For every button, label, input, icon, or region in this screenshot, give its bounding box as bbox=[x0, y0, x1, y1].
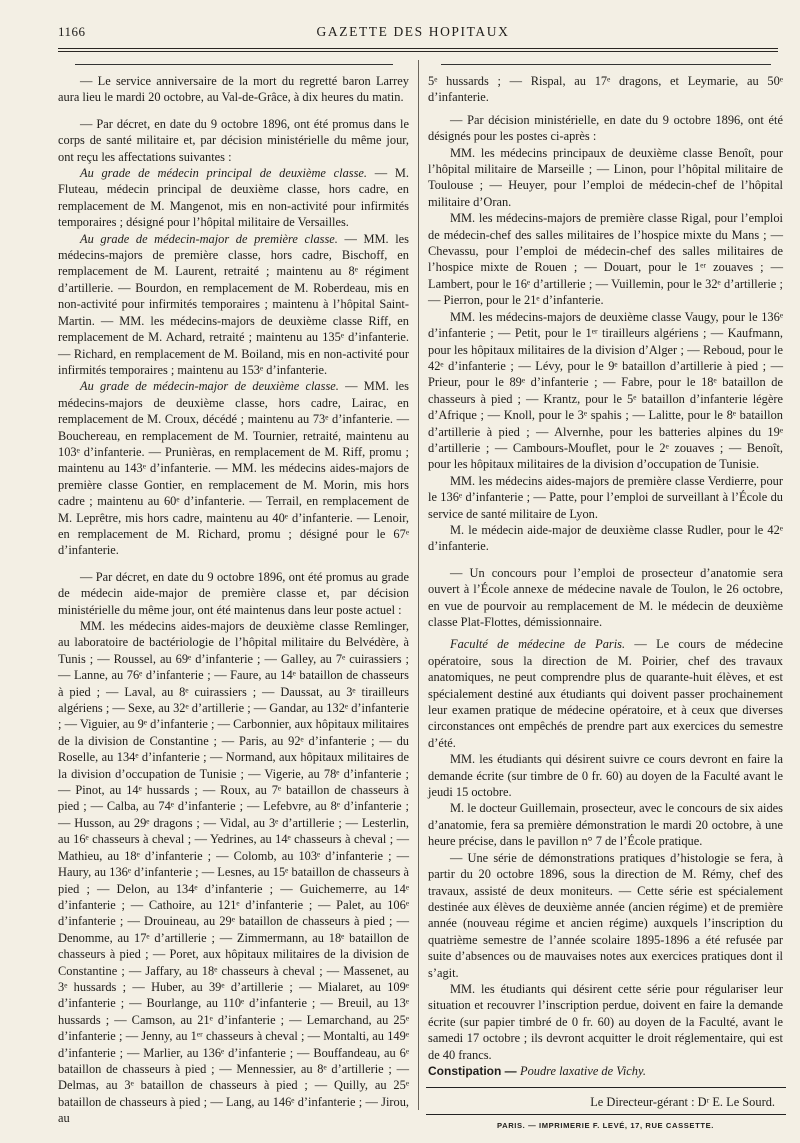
guillemain-demonstration: M. le docteur Guillemain, prosecteur, avec le concours de six aides d’anatomie, fera sa première démonstration le mardi 20 octobre, à une heure précise, dans le pavillon n° 7 de l’École pratique. bbox=[428, 801, 783, 849]
major-second-designations: MM. les médecins-majors de deuxième classe Vaugy, pour le 136ᵉ d’infanterie ; — Petit, pour le 1ᵉʳ tirailleurs algériens ; — Kaufmann, pour les hôpitaux militaires de la division d’Alger ; — Reboud, pour le 42ᵉ d’infanterie ; — Lévy, pour le 9ᵉ bataillon d’artillerie à pied ; — Prieur, pour le 89ᵉ d’infanterie ; — Fabre, pour le 18ᵉ bataillon de chasseurs à pied ; — Krantz, pour le 5ᵉ bataillon d’infanterie légère d’Afrique ; — Knoll, pour le 3ᵉ spahis ; — Lalitte, pour le 8ᵉ bataillon d’artillerie à pied ; — Alvernhe, pour les batteries alpines du 19ᵉ d’artillerie ; — Cambours-Mouflet, pour le 2ᵉ zouaves ; — Benoît, pour les hôpitaux militaires de la division d’occupation de Tunisie. bbox=[428, 309, 783, 472]
section-heading: Au grade de médecin-major de deuxième classe. bbox=[80, 379, 339, 394]
major-first-designations: MM. les médecins-majors de première classe Rigal, pour l’emploi de médecin-chef des salles militaires de l’hospice mixte du Mans ; — Chevassu, pour l’emploi de médecin-chef des salles militaires de l’hospice mixte de Rouen ; — Douart, pour le 1ᵉʳ zouaves ; — Lambert, pour le 16ᵉ d’artillerie ; — Vuillemin, pour le 32ᵉ d’artillerie ; — Pierron, pour le 21ᵉ d’infanterie. bbox=[428, 211, 783, 308]
continued-list: 5ᵉ hussards ; — Rispal, au 17ᵉ dragons, et Leymarie, au 50ᵉ d’infanterie. bbox=[428, 74, 783, 105]
major-second-class: Au grade de médecin-major de deuxième classe. — MM. les médecins-majors de deuxième classe, hors cadre, Lairac, en remplacement de M. Croux, décédé ; maintenu au 73ᵉ d’infanterie. — Bouchereau, en remplacement de M. Tournier, retraité, maintenu au 103ᵉ d’infanterie. — Prunièras, en remplacement de M. Riff, promu ; maintenu au 143ᵉ d’infanterie. — MM. les médecins aides-majors de première classe Gontier, en remplacement de M. Morin, mis hors cadre ; maintenu au 60ᵉ d’infanterie. — Terrail, en remplacement de M. Leprêtre, mis hors cadre, maintenu au 40ᵉ d’infanterie. — Lenoir, en remplacement de M. Richard, promu ; désigné pour le 67ᵉ d’infanterie. bbox=[58, 379, 409, 558]
faculty-registration: MM. les étudiants qui désirent suivre ce cours devront en faire la demande écrite (sur timbre de 0 fr. 60) au doyen de la Faculté avant le jeudi 15 octobre. bbox=[428, 752, 783, 800]
toulon-concours: — Un concours pour l’emploi de prosecteur d’anatomie sera ouvert à l’École annexe de médecine navale de Toulon, le 26 octobre, en vue de pourvoir au remplacement de M. le médecin de deuxième classe Plat-Flottes, démissionnaire. bbox=[428, 565, 783, 629]
column-top-rule bbox=[75, 64, 393, 65]
larrey-notice: — Le service anniversaire de la mort du regretté baron Larrey aura lieu le mardi 20 octobre, au Val-de-Grâce, à dix heures du matin. bbox=[58, 74, 409, 105]
page-number: 1166 bbox=[58, 24, 86, 39]
advert-constipation: Constipation — Poudre laxative de Vichy. bbox=[428, 1063, 646, 1078]
section-heading: Au grade de médecin principal de deuxième classe. bbox=[80, 166, 368, 181]
principal-designations: MM. les médecins principaux de deuxième classe Benoît, pour l’hôpital militaire de Marseille ; — Linon, pour l’hôpital militaire de Toulouse ; — Heuyer, pour l’emploi de médecin-chef de l’hôpital militaire d’Oran. bbox=[428, 145, 783, 209]
principal-second-class: Au grade de médecin principal de deuxième classe. — M. Fluteau, médecin principal de deuxième classe, hors cadre, en remplacement de M. Mangenot, mis en non-activité pour infirmités temporaires ; désigné pour l’hôpital militaire de Versailles. bbox=[58, 166, 409, 230]
right-column bbox=[428, 60, 783, 1134]
histology-series: — Une série de démonstrations pratiques d’histologie se fera, à partir du 20 octobre 1896, sous la direction de M. Rémy, chef des travaux, assisté de deux moniteurs. — Cette série est spécialement destinée aux élèves de deuxième année (ancien régime) et de première année (nouveau régime et ancien régime) auxquels l’inscription du quatrième semestre de l’année scolaire 1895-1896 a été refusée par suite d’absences ou de mauvaises notes aux exercices pratiques dont il s’agit. bbox=[428, 850, 783, 980]
aide-major-list: MM. les médecins aides-majors de deuxième classe Remlinger, au laboratoire de bactériologie de l’hôpital militaire du Belvédère, à Tunis ; — Roussel, au 69ᵉ d’infanterie ; — Galley, au 7ᵉ cuirassiers ; — Lanne, au 76ᵉ d’infanterie ; — Faure, au 14ᵉ bataillon de chasseurs à pied ; — Laval, au 8ᵉ cuirassiers ; — Daussat, au 3ᵉ tirailleurs algériens ; — Sexe, au 32ᵉ d’artillerie ; — Gandar, au 132ᵉ d’infanterie ; — Viguier, au 9ᵉ d’infanterie ; — Carbonnier, aux hôpitaux militaires de la division de Constantine ; — Paris, au 92ᵉ d’infanterie ; — du Roselle, au 134ᵉ d’infanterie ; — Normand, aux hôpitaux militaires de la division d’occupation de Tunisie ; — Vigerie, au 78ᵉ d’infanterie ; — Pinot, au 14ᵉ hussards ; — Roux, au 7ᵉ bataillon de chasseurs à pied ; — Calba, au 74ᵉ d’infanterie ; — Lefebvre, au 8ᵉ d’infanterie ; — Husson, au 29ᵉ dragons ; — Vidal, au 3ᵉ d’artillerie ; — Lesterlin, au 16ᵉ chasseurs à cheval ; — Yedrines, au 14ᵉ chasseurs à cheval ; — Mathieu, au 18ᵉ d’infanterie ; — Colomb, au 103ᵉ d’infanterie ; — Haury, au 136ᵉ d’infanterie ; — Lesnes, au 15ᵉ bataillon de chasseurs à pied ; — Delon, au 134ᵉ d’infanterie ; — Guichemerre, au 14ᵉ d’infanterie ; — Cathoire, au 121ᵉ d’infanterie ; — Palet, au 106ᵉ d’infanterie ; — Drouineau, au 29ᵉ bataillon de chasseurs à pied ; — Denomme, au 17ᵉ d’artillerie ; — Zimmermann, au 18ᵉ bataillon de chasseurs à pied ; — Poret, aux hôpitaux militaires de la division de Constantine ; — Jaffary, au 18ᵉ chasseurs à cheval ; — Massenet, au 3ᵉ hussards ; — Huber, au 39ᵉ d’artillerie ; — Mialaret, au 109ᵉ d’infanterie ; — Bourlange, au 110ᵉ d’infanterie ; — Breuil, au 13ᵉ hussards ; — Camson, au 21ᵉ d’infanterie ; — Lemarchand, au 25ᵉ d’infanterie ; — Jenny, au 1ᵉʳ chasseurs à cheval ; — Montalti, au 149ᵉ d’infanterie ; — Marlier, au 136ᵉ d’infanterie ; — Bouffandeau, au 6ᵉ bataillon de chasseurs à pied ; — Mennessier, au 8ᵉ d’artillerie ; — Delmas, au 3ᵉ bataillon de chasseurs à pied ; — Quilly, au 25ᵉ bataillon de chasseurs à pied ; — Lang, au 146ᵉ d’infanterie ; — Jirou, au bbox=[58, 619, 409, 1126]
aide-major-second-designation: M. le médecin aide-major de deuxième classe Rudler, pour le 42ᵉ d’infanterie. bbox=[428, 522, 783, 554]
histology-registration: MM. les étudiants qui désirent cette série pour régulariser leur situation et recouvrer l’inscription perdue, doivent en faire la demande écrite (sur papier timbré de 0 fr. 60) au doyen de la Faculté, avant le samedi 17 octobre ; ils devront acquitter le droit réglementaire, qui est de 40 francs. bbox=[428, 981, 783, 1062]
left-column bbox=[58, 60, 409, 1127]
signature-rule bbox=[426, 1087, 786, 1088]
journal-title: GAZETTE DES HOPITAUX bbox=[316, 24, 510, 39]
director-signature: Le Directeur-gérant : Dʳ E. Le Sourd. bbox=[590, 1095, 775, 1110]
printer-imprint: PARIS. — IMPRIMERIE F. LEVÉ, 17, RUE CASSETTE. bbox=[497, 1120, 714, 1130]
decree-promotions-intro: — Par décret, en date du 9 octobre 1896, ont été promus dans le corps de santé militaire et, par décision ministérielle du même jour, ont reçu les affectations suivantes : bbox=[58, 116, 409, 164]
column-top-rule bbox=[441, 64, 771, 65]
section-heading: Au grade de médecin-major de première classe. bbox=[80, 231, 338, 246]
aide-major-decree: — Par décret, en date du 9 octobre 1896, ont été promus au grade de médecin aide-major de première classe et, par décision ministérielle du même jour, ont été maintenus dans leur poste actuel : bbox=[58, 569, 409, 617]
signature-rule-bottom bbox=[426, 1114, 786, 1115]
header-rule bbox=[58, 48, 778, 52]
designation-intro: — Par décision ministérielle, en date du 9 octobre 1896, ont été désignés pour les postes ci-après : bbox=[428, 112, 783, 144]
faculty-course: Faculté de médecine de Paris. — Le cours de médecine opératoire, sous la direction de M. Poirier, chef des travaux anatomiques, ne peut comprendre plus de quarante-huit élèves, et est spécialement destiné aux étudiants qui doivent passer prochainement leur examen pratique de médecine opératoire, et à ceux que diverses circonstances ont empêchés de prendre part aux exercices du semestre d’été. bbox=[428, 637, 783, 750]
column-divider bbox=[418, 60, 419, 1110]
page-header bbox=[58, 24, 768, 46]
section-heading: Faculté de médecine de Paris. bbox=[450, 637, 626, 652]
major-first-class: Au grade de médecin-major de première classe. — MM. les médecins-majors de première classe, hors cadre, Bischoff, en remplacement de M. Laurent, retraité ; maintenu au 8ᵉ régiment d’artillerie. — Bourdon, en remplacement de M. Roberdeau, mis en non-activité pour infirmités temporaires ; maintenu à l’hôpital Saint-Martin. — MM. les médecins-majors de deuxième classe Riff, en remplacement de M. Achard, retraité ; maintenu au 135ᵉ d’infanterie. — Richard, en remplacement de M. Boiland, mis en non-activité pour infirmités temporaires ; maintenu au 153ᵉ d’infanterie. bbox=[58, 231, 409, 377]
aide-major-first-designations: MM. les médecins aides-majors de première classe Verdierre, pour le 136ᵉ d’infanterie ; — Patte, pour l’emploi de surveillant à l’École du service de santé militaire de Lyon. bbox=[428, 473, 783, 521]
